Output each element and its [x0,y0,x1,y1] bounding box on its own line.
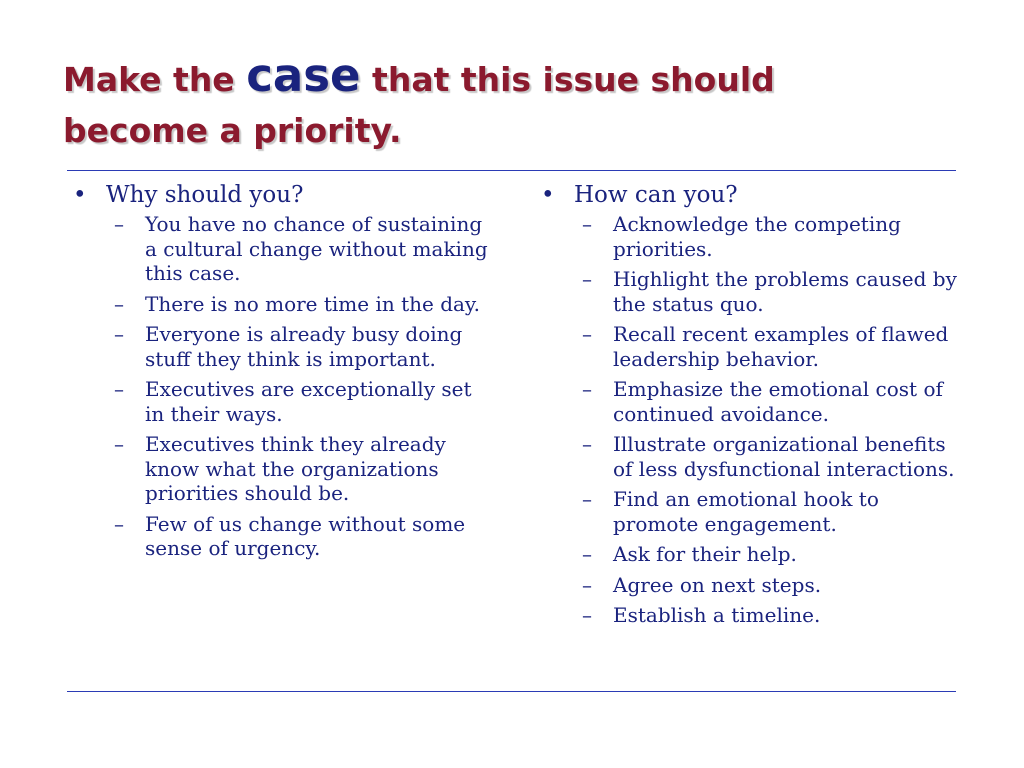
dash-glyph: – [582,487,592,511]
dash-glyph: – [114,322,124,346]
right-bullet-text: How can you? [574,182,738,208]
list-item-text: Establish a timeline. [613,603,821,627]
list-item [114,512,497,561]
list-item [114,322,497,371]
list-item-text: Everyone is already busy doing stuff they think is important. [145,322,463,371]
list-item-text: Recall recent examples of flawed leadership behavior. [613,322,949,371]
list-item-text: Ask for their help. [613,542,797,566]
left-sub-list [67,212,497,561]
right-column [535,180,965,634]
bottom-divider [67,691,956,692]
list-item-text: Find an emotional hook to promote engagement. [613,487,879,536]
left-bullet [67,180,497,210]
list-item-text: Acknowledge the competing priorities. [613,212,901,261]
list-item [582,432,965,481]
list-item [582,487,965,536]
dash-glyph: – [114,432,124,456]
list-item-text: Highlight the problems caused by the status quo. [613,267,957,316]
list-item-text: Agree on next steps. [613,572,822,597]
list-item [114,292,497,317]
list-item [582,542,965,567]
dash-glyph: – [114,212,124,236]
dash-glyph: – [114,291,124,316]
dash-glyph: – [582,212,592,236]
list-item [582,377,965,426]
dash-glyph: – [114,377,124,401]
list-item-text: You have no chance of sustaining a cultural change without making this case. [145,212,488,285]
list-item-text: Executives think they already know what the organizations priorities should be. [145,432,446,505]
bullet-glyph: • [73,182,87,208]
bullet-glyph: • [541,182,555,208]
top-divider [67,170,956,171]
right-bullet [535,180,965,210]
list-item [582,322,965,371]
list-item-text: Few of us change without some sense of urgency. [145,511,466,560]
dash-glyph: – [582,542,592,566]
list-item [582,267,965,316]
title-suffix: that this issue should [372,60,775,99]
slide-title [63,50,963,156]
dash-glyph: – [114,511,124,536]
list-item-text: Illustrate organizational benefits of less dysfunctional interactions. [613,432,955,481]
list-item [582,212,965,261]
dash-glyph: – [582,572,592,597]
list-item [114,212,497,286]
list-item [582,573,965,598]
title-prefix: Make the [63,60,235,99]
list-item-text: Executives are exceptionally set in their ways. [145,377,472,426]
left-bullet-text: Why should you? [106,182,304,208]
title-line2: become a priority. [63,111,402,150]
left-column [67,180,497,567]
title-emphasis: case [246,49,361,102]
dash-glyph: – [582,377,592,401]
list-item-text: There is no more time in the day. [145,291,480,316]
right-sub-list [535,212,965,628]
dash-glyph: – [582,432,592,456]
list-item [114,432,497,506]
dash-glyph: – [582,267,592,291]
list-item-text: Emphasize the emotional cost of continued avoidance. [613,377,943,426]
dash-glyph: – [582,603,592,627]
dash-glyph: – [582,322,592,346]
list-item [114,377,497,426]
list-item [582,603,965,628]
